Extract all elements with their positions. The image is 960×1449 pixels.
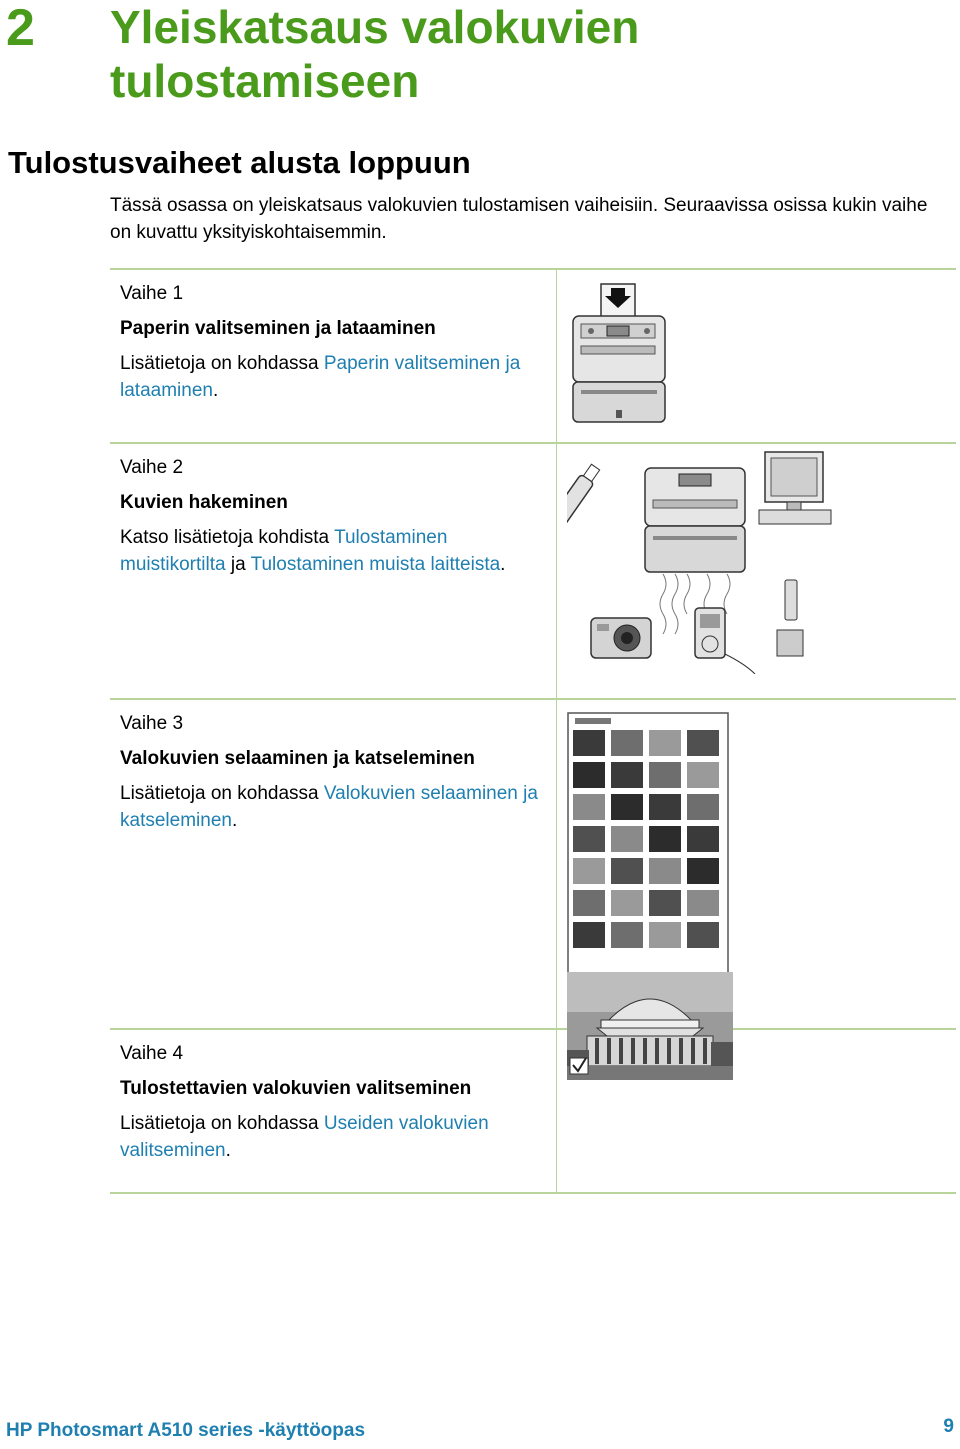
thumbnail	[611, 890, 643, 916]
index-sheet-illustration	[567, 712, 731, 980]
thumbnail	[611, 730, 643, 756]
step-label: Vaihe 4	[120, 1043, 184, 1064]
thumbnail	[649, 922, 681, 948]
checkmark-icon[interactable]	[570, 1058, 588, 1074]
thumbnail	[573, 826, 605, 852]
thumbnail	[649, 826, 681, 852]
thumbnail	[611, 794, 643, 820]
thumbnail	[687, 794, 719, 820]
thumbnail	[687, 826, 719, 852]
step-row-2	[110, 443, 956, 699]
thumbnail	[611, 858, 643, 884]
step-label: Vaihe 2	[120, 457, 184, 478]
thumbnail	[649, 794, 681, 820]
section-title: Tulostusvaiheet alusta loppuun	[8, 145, 471, 180]
step-description: Katso lisätietoja kohdista Tulostaminen muistikortilta ja Tulostaminen muista laitteista.	[120, 527, 506, 575]
thumbnail	[573, 922, 605, 948]
thumbnail	[687, 890, 719, 916]
section-intro: Tässä osassa on yleiskatsaus valokuvien tulostamisen vaiheisiin. Seuraavissa osissa kukin vaihe on kuvattu yksityiskohtaisemmin.	[110, 195, 928, 243]
devices-illustration	[567, 444, 837, 674]
step-row-3	[110, 699, 956, 1029]
thumbnail	[573, 730, 605, 756]
page-number: 9	[943, 1416, 954, 1437]
step-heading: Tulostettavien valokuvien valitseminen	[120, 1078, 472, 1099]
step-link[interactable]: Useiden valokuvien valitseminen	[120, 1113, 489, 1161]
step-link[interactable]: Valokuvien selaaminen ja katseleminen	[120, 783, 538, 831]
step-description: Lisätietoja on kohdassa Useiden valokuvien valitseminen.	[120, 1113, 489, 1161]
step-link[interactable]: Tulostaminen muista laitteista	[250, 554, 501, 575]
thumbnail	[573, 858, 605, 884]
step-heading: Valokuvien selaaminen ja katseleminen	[120, 748, 475, 769]
thumbnail	[573, 890, 605, 916]
footer-title: HP Photosmart A510 series -käyttöopas	[6, 1420, 366, 1441]
building-photo-illustration	[567, 972, 733, 1080]
thumbnail	[649, 890, 681, 916]
chapter-title: Yleiskatsaus valokuvien tulostamiseen	[110, 1, 640, 107]
thumbnail	[649, 858, 681, 884]
step-label: Vaihe 1	[120, 283, 184, 304]
thumbnail	[687, 762, 719, 788]
printer-illustration	[567, 270, 677, 430]
thumbnail	[687, 922, 719, 948]
thumbnail	[611, 826, 643, 852]
thumbnail	[611, 922, 643, 948]
thumbnail	[573, 762, 605, 788]
thumbnail	[687, 730, 719, 756]
thumbnail	[649, 762, 681, 788]
step-description: Lisätietoja on kohdassa Paperin valitseminen ja lataaminen.	[120, 353, 521, 401]
step-row-1	[110, 269, 956, 443]
chapter-number: 2	[6, 0, 35, 57]
step-row-4	[110, 1029, 956, 1193]
step-link[interactable]: Paperin valitseminen ja lataaminen	[120, 353, 521, 401]
step-heading: Paperin valitseminen ja lataaminen	[120, 318, 436, 339]
thumbnail	[611, 762, 643, 788]
steps-table	[110, 268, 956, 1194]
step-label: Vaihe 3	[120, 713, 184, 734]
step-description: Lisätietoja on kohdassa Valokuvien selaaminen ja katseleminen.	[120, 783, 538, 831]
thumbnail	[687, 858, 719, 884]
thumbnail	[649, 730, 681, 756]
step-heading: Kuvien hakeminen	[120, 492, 288, 513]
thumbnail	[573, 794, 605, 820]
step-link[interactable]: Tulostaminen muistikortilta	[120, 527, 448, 575]
